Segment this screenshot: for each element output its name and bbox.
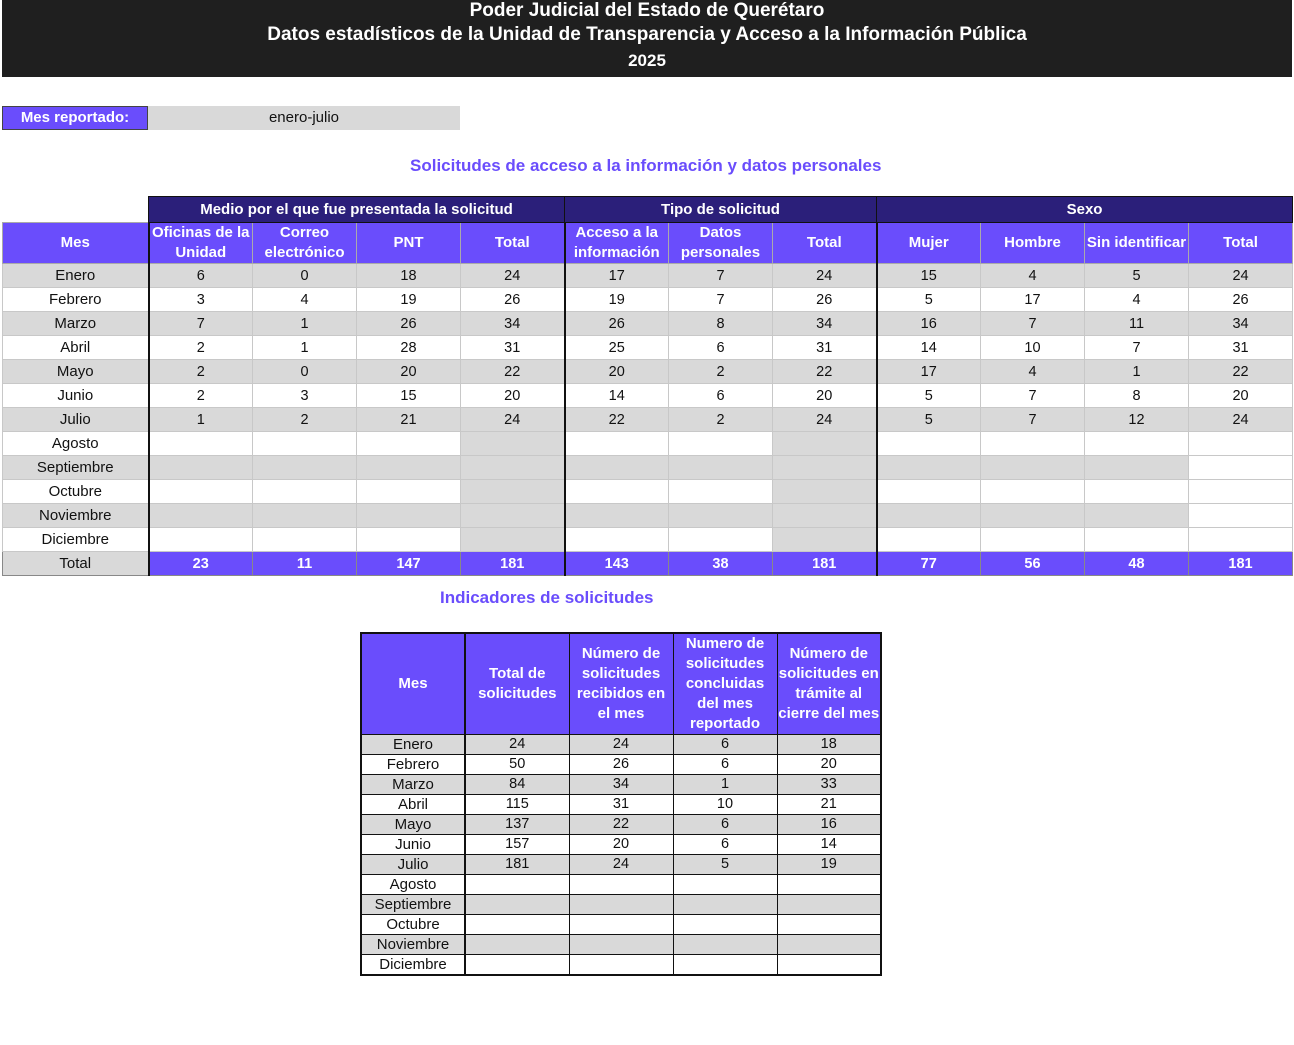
data-cell: 5: [1085, 264, 1189, 288]
data-cell: 31: [461, 336, 565, 360]
indicator-column-header: Número de solicitudes en trámite al cierre del mes: [777, 633, 881, 735]
data-cell: [461, 456, 565, 480]
data-cell: 22: [565, 408, 669, 432]
data-cell: 19: [777, 855, 881, 875]
data-cell: 26: [565, 312, 669, 336]
month-cell: Septiembre: [3, 456, 149, 480]
total-cell: 181: [461, 552, 565, 576]
data-cell: 5: [877, 384, 981, 408]
table-row: [3, 408, 1293, 432]
data-cell: 24: [773, 264, 877, 288]
total-cell: 143: [565, 552, 669, 576]
data-cell: [981, 528, 1085, 552]
data-cell: [465, 875, 569, 895]
data-cell: [357, 432, 461, 456]
data-cell: 2: [149, 384, 253, 408]
data-cell: 17: [565, 264, 669, 288]
data-cell: [981, 432, 1085, 456]
data-cell: [357, 456, 461, 480]
data-cell: [253, 528, 357, 552]
data-cell: 10: [673, 795, 777, 815]
data-cell: [773, 504, 877, 528]
data-cell: 4: [981, 360, 1085, 384]
data-cell: 24: [465, 735, 569, 755]
data-cell: [569, 915, 673, 935]
data-cell: [465, 955, 569, 976]
data-cell: [773, 456, 877, 480]
data-cell: 20: [777, 755, 881, 775]
table-row: [361, 915, 881, 935]
data-cell: [461, 528, 565, 552]
indicator-column-header: Total de solicitudes: [465, 633, 569, 735]
month-cell: Abril: [361, 795, 465, 815]
data-cell: [565, 480, 669, 504]
data-cell: 31: [1189, 336, 1293, 360]
group-header-blank: [3, 197, 149, 223]
month-cell: Junio: [361, 835, 465, 855]
data-cell: [1189, 528, 1293, 552]
data-cell: 20: [1189, 384, 1293, 408]
month-cell: Agosto: [3, 432, 149, 456]
table-row: [3, 528, 1293, 552]
table-row: [3, 288, 1293, 312]
data-cell: 3: [149, 288, 253, 312]
table-row: [3, 264, 1293, 288]
data-cell: [673, 955, 777, 976]
data-cell: [773, 480, 877, 504]
data-cell: 24: [1189, 264, 1293, 288]
table-row: [361, 895, 881, 915]
data-cell: 17: [981, 288, 1085, 312]
group-header-tipo: Tipo de solicitud: [565, 197, 877, 223]
data-cell: 18: [777, 735, 881, 755]
data-cell: 0: [253, 264, 357, 288]
month-cell: Agosto: [361, 875, 465, 895]
data-cell: 31: [569, 795, 673, 815]
table-row: [3, 360, 1293, 384]
data-cell: 4: [981, 264, 1085, 288]
data-cell: 25: [565, 336, 669, 360]
data-cell: 7: [669, 264, 773, 288]
data-cell: [777, 875, 881, 895]
table-row: [361, 875, 881, 895]
data-cell: 21: [777, 795, 881, 815]
column-header: Sin identificar: [1085, 223, 1189, 264]
data-cell: 6: [669, 336, 773, 360]
data-cell: [1085, 528, 1189, 552]
data-cell: [669, 480, 773, 504]
data-cell: 5: [877, 288, 981, 312]
indicator-column-header: Número de solicitudes recibidos en el mes: [569, 633, 673, 735]
column-header: Total: [1189, 223, 1293, 264]
month-cell: Abril: [3, 336, 149, 360]
data-cell: [673, 935, 777, 955]
data-cell: 5: [673, 855, 777, 875]
data-cell: [253, 456, 357, 480]
data-cell: [669, 432, 773, 456]
data-cell: [777, 955, 881, 976]
report-title: Datos estadísticos de la Unidad de Transparencia y Acceso a la Información Pública: [267, 24, 1027, 45]
data-cell: [669, 504, 773, 528]
data-cell: 137: [465, 815, 569, 835]
data-cell: 115: [465, 795, 569, 815]
data-cell: 20: [569, 835, 673, 855]
data-cell: [773, 432, 877, 456]
data-cell: [1085, 432, 1189, 456]
column-header: Total: [773, 223, 877, 264]
data-cell: 18: [357, 264, 461, 288]
data-cell: [1085, 456, 1189, 480]
table-row: [3, 432, 1293, 456]
data-cell: 20: [773, 384, 877, 408]
column-header: Correo electrónico: [253, 223, 357, 264]
data-cell: [1189, 456, 1293, 480]
data-cell: 22: [461, 360, 565, 384]
data-cell: 8: [1085, 384, 1189, 408]
data-cell: [669, 456, 773, 480]
total-cell: 181: [1189, 552, 1293, 576]
data-cell: [565, 528, 669, 552]
table-row: [361, 935, 881, 955]
data-cell: [357, 480, 461, 504]
data-cell: 12: [1085, 408, 1189, 432]
total-cell: 147: [357, 552, 461, 576]
data-cell: 24: [461, 264, 565, 288]
column-header: Datos personales: [669, 223, 773, 264]
total-cell: 23: [149, 552, 253, 576]
table-row: [3, 504, 1293, 528]
data-cell: 20: [357, 360, 461, 384]
reported-month-value[interactable]: enero-julio: [148, 106, 460, 130]
data-cell: 24: [461, 408, 565, 432]
data-cell: 26: [1189, 288, 1293, 312]
month-cell: Noviembre: [361, 935, 465, 955]
data-cell: 6: [673, 735, 777, 755]
indicator-column-header: Mes: [361, 633, 465, 735]
data-cell: 16: [877, 312, 981, 336]
data-cell: [1189, 432, 1293, 456]
data-cell: [565, 456, 669, 480]
data-cell: 84: [465, 775, 569, 795]
table-row: [3, 456, 1293, 480]
data-cell: 6: [673, 815, 777, 835]
data-cell: [673, 875, 777, 895]
table-row: [361, 835, 881, 855]
data-cell: [673, 915, 777, 935]
data-cell: 22: [569, 815, 673, 835]
total-cell: 181: [773, 552, 877, 576]
data-cell: [877, 456, 981, 480]
data-cell: [149, 456, 253, 480]
data-cell: [149, 480, 253, 504]
column-header: Mujer: [877, 223, 981, 264]
data-cell: 34: [461, 312, 565, 336]
month-cell: Septiembre: [361, 895, 465, 915]
data-cell: 19: [357, 288, 461, 312]
total-cell: 11: [253, 552, 357, 576]
table-row: [3, 384, 1293, 408]
total-row: [3, 552, 1293, 576]
data-cell: [461, 480, 565, 504]
data-cell: 2: [669, 408, 773, 432]
data-cell: [461, 432, 565, 456]
data-cell: 8: [669, 312, 773, 336]
month-cell: Octubre: [361, 915, 465, 935]
data-cell: 21: [357, 408, 461, 432]
data-cell: [877, 480, 981, 504]
data-cell: 26: [773, 288, 877, 312]
month-cell: Julio: [3, 408, 149, 432]
data-cell: 22: [773, 360, 877, 384]
data-cell: 7: [981, 408, 1085, 432]
reported-month: [2, 106, 460, 130]
data-cell: 2: [149, 336, 253, 360]
data-cell: [1189, 504, 1293, 528]
month-cell: Marzo: [361, 775, 465, 795]
data-cell: 1: [149, 408, 253, 432]
data-cell: 7: [981, 384, 1085, 408]
data-cell: [981, 456, 1085, 480]
data-cell: [357, 504, 461, 528]
column-header: PNT: [357, 223, 461, 264]
total-cell: 38: [669, 552, 773, 576]
table-row: [3, 480, 1293, 504]
month-cell: Febrero: [361, 755, 465, 775]
data-cell: 7: [669, 288, 773, 312]
data-cell: 7: [1085, 336, 1189, 360]
column-header: Oficinas de la Unidad: [149, 223, 253, 264]
month-cell: Enero: [3, 264, 149, 288]
month-cell: Noviembre: [3, 504, 149, 528]
data-cell: 0: [253, 360, 357, 384]
data-cell: [465, 915, 569, 935]
data-cell: 3: [253, 384, 357, 408]
report-year: 2025: [628, 51, 666, 70]
month-cell: Julio: [361, 855, 465, 875]
reported-month-label: Mes reportado:: [2, 106, 148, 130]
data-cell: 14: [877, 336, 981, 360]
data-cell: [877, 528, 981, 552]
data-cell: 28: [357, 336, 461, 360]
table-row: [361, 755, 881, 775]
data-cell: 4: [1085, 288, 1189, 312]
table-row: [3, 312, 1293, 336]
month-cell: Mayo: [361, 815, 465, 835]
month-cell: Febrero: [3, 288, 149, 312]
month-cell: Diciembre: [3, 528, 149, 552]
data-cell: 181: [465, 855, 569, 875]
data-cell: [461, 504, 565, 528]
data-cell: 2: [149, 360, 253, 384]
data-cell: [673, 895, 777, 915]
month-cell: Diciembre: [361, 955, 465, 976]
data-cell: 6: [669, 384, 773, 408]
total-label: Total: [3, 552, 149, 576]
section-title-requests: Solicitudes de acceso a la información y datos personales: [410, 156, 882, 175]
data-cell: 6: [673, 835, 777, 855]
data-cell: 6: [149, 264, 253, 288]
data-cell: 31: [773, 336, 877, 360]
indicator-column-header: Numero de solicitudes concluidas del mes reportado: [673, 633, 777, 735]
data-cell: 19: [565, 288, 669, 312]
month-cell: Mayo: [3, 360, 149, 384]
data-cell: [565, 504, 669, 528]
data-cell: [149, 504, 253, 528]
data-cell: 16: [777, 815, 881, 835]
data-cell: 24: [773, 408, 877, 432]
table-row: [361, 815, 881, 835]
total-cell: 48: [1085, 552, 1189, 576]
data-cell: 1: [253, 312, 357, 336]
data-cell: 5: [877, 408, 981, 432]
month-cell: Marzo: [3, 312, 149, 336]
data-cell: [569, 875, 673, 895]
data-cell: [777, 895, 881, 915]
data-cell: [569, 955, 673, 976]
data-cell: 157: [465, 835, 569, 855]
data-cell: [877, 504, 981, 528]
total-cell: 77: [877, 552, 981, 576]
data-cell: 26: [461, 288, 565, 312]
data-cell: [1085, 504, 1189, 528]
data-cell: 50: [465, 755, 569, 775]
data-cell: 6: [673, 755, 777, 775]
data-cell: 14: [565, 384, 669, 408]
data-cell: [565, 432, 669, 456]
data-cell: [981, 504, 1085, 528]
data-cell: 34: [773, 312, 877, 336]
month-cell: Junio: [3, 384, 149, 408]
data-cell: 15: [357, 384, 461, 408]
table-row: [361, 775, 881, 795]
data-cell: [253, 432, 357, 456]
data-cell: [777, 915, 881, 935]
data-cell: [773, 528, 877, 552]
column-header: Hombre: [981, 223, 1085, 264]
data-cell: [253, 480, 357, 504]
data-cell: [777, 935, 881, 955]
data-cell: 11: [1085, 312, 1189, 336]
data-cell: [569, 935, 673, 955]
column-header: Total: [461, 223, 565, 264]
month-cell: Enero: [361, 735, 465, 755]
institution-title: Poder Judicial del Estado de Querétaro: [469, 0, 825, 21]
data-cell: 1: [1085, 360, 1189, 384]
table-row: [3, 336, 1293, 360]
data-cell: [357, 528, 461, 552]
table-row: [361, 855, 881, 875]
indicators-table: [360, 632, 882, 976]
data-cell: 1: [253, 336, 357, 360]
data-cell: [569, 895, 673, 915]
data-cell: 2: [669, 360, 773, 384]
data-cell: 26: [569, 755, 673, 775]
data-cell: 26: [357, 312, 461, 336]
column-header: Acceso a la información: [565, 223, 669, 264]
data-cell: [669, 528, 773, 552]
data-cell: 17: [877, 360, 981, 384]
data-cell: [465, 895, 569, 915]
section-title-indicators: Indicadores de solicitudes: [440, 588, 654, 607]
data-cell: [877, 432, 981, 456]
header-banner: [2, 0, 1292, 77]
data-cell: 4: [253, 288, 357, 312]
data-cell: 2: [253, 408, 357, 432]
data-cell: 7: [981, 312, 1085, 336]
group-header-sexo: Sexo: [877, 197, 1293, 223]
data-cell: [149, 432, 253, 456]
data-cell: 20: [565, 360, 669, 384]
month-cell: Octubre: [3, 480, 149, 504]
data-cell: [981, 480, 1085, 504]
data-cell: [1189, 480, 1293, 504]
table-row: [361, 955, 881, 976]
data-cell: 15: [877, 264, 981, 288]
data-cell: [1085, 480, 1189, 504]
data-cell: 24: [569, 735, 673, 755]
data-cell: 14: [777, 835, 881, 855]
table-row: [361, 735, 881, 755]
data-cell: 1: [673, 775, 777, 795]
data-cell: [149, 528, 253, 552]
data-cell: 7: [149, 312, 253, 336]
data-cell: 24: [1189, 408, 1293, 432]
requests-table: [2, 196, 1293, 576]
data-cell: 33: [777, 775, 881, 795]
data-cell: 20: [461, 384, 565, 408]
data-cell: 34: [569, 775, 673, 795]
data-cell: 24: [569, 855, 673, 875]
column-header: Mes: [3, 223, 149, 264]
total-cell: 56: [981, 552, 1085, 576]
data-cell: [465, 935, 569, 955]
data-cell: 22: [1189, 360, 1293, 384]
data-cell: 34: [1189, 312, 1293, 336]
data-cell: 10: [981, 336, 1085, 360]
data-cell: [253, 504, 357, 528]
table-row: [361, 795, 881, 815]
group-header-medio: Medio por el que fue presentada la solicitud: [149, 197, 565, 223]
